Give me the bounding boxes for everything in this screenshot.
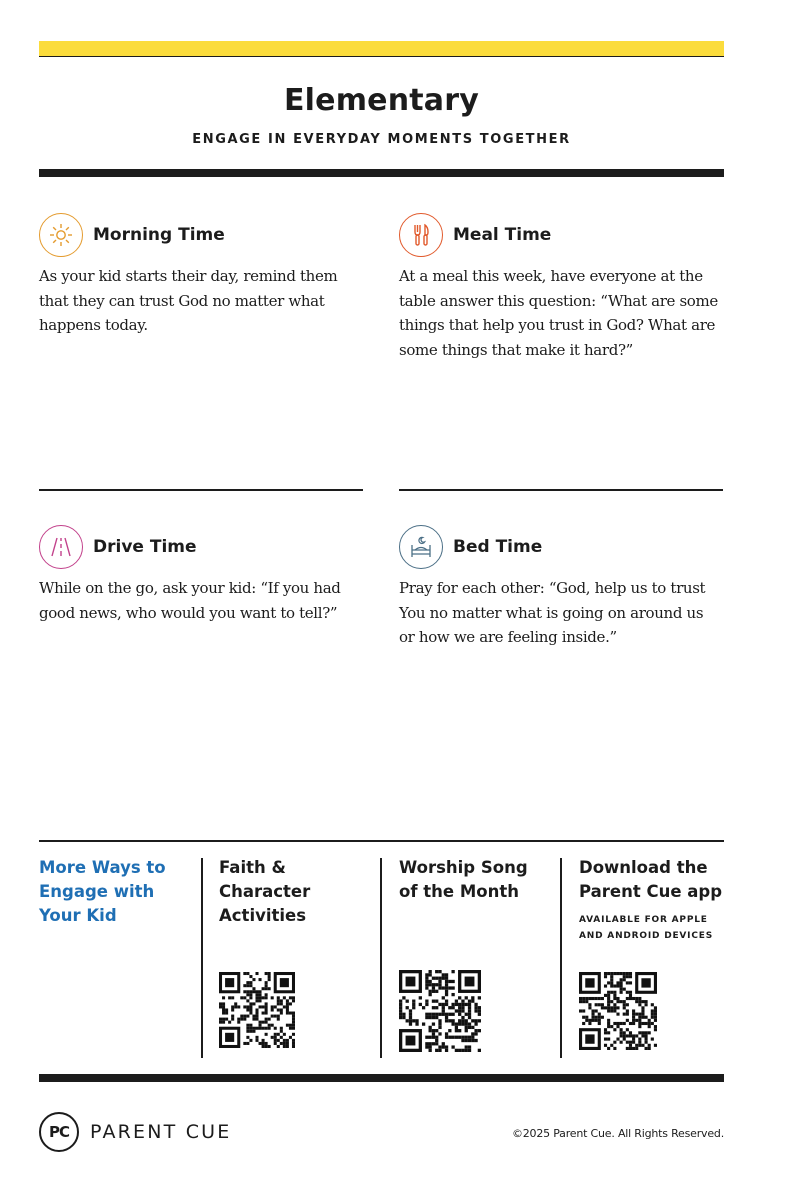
footer-bottom-bar (39, 1074, 724, 1082)
copyright-text: ©2025 Parent Cue. All Rights Reserved. (511, 1127, 724, 1140)
more-ways-column (39, 856, 189, 928)
card-bed-time (399, 524, 723, 650)
card-title: Drive Time (93, 537, 197, 557)
app-availability-note: AVAILABLE FOR APPLE AND ANDROID DEVICES (579, 915, 713, 941)
card-title: Bed Time (453, 537, 543, 557)
card-title: Morning Time (93, 225, 225, 245)
card-text: Pray for each other: “God, help us to trust You no matter what is going on around us or how we are feeling inside.” (399, 579, 706, 646)
more-ways-heading: More Ways to Engage with Your Kid (39, 858, 166, 925)
footer-top-divider (39, 840, 724, 842)
faith-column (219, 856, 369, 928)
card-text: As your kid starts their day, remind them that they can trust God no matter what happens today. (39, 267, 338, 334)
card-drive-time (39, 524, 363, 625)
section-divider (399, 489, 723, 491)
worship-qr-code[interactable] (399, 970, 481, 1056)
page-title: Elementary (283, 83, 480, 118)
worship-heading: Worship Song of the Month (399, 858, 528, 901)
card-morning-time (39, 212, 363, 338)
card-title: Meal Time (453, 225, 552, 245)
road-icon (39, 525, 83, 569)
app-column (579, 856, 729, 944)
logo-wordmark: PARENT CUE (90, 1121, 232, 1143)
faith-qr-code[interactable] (219, 972, 295, 1052)
parent-cue-logo (39, 1112, 231, 1152)
utensils-icon (399, 213, 443, 257)
yellow-accent-bar (39, 41, 724, 57)
section-divider (39, 489, 363, 491)
sun-icon (39, 213, 83, 257)
card-text: At a meal this week, have everyone at the table answer this question: “What are some things that help you trust in God? What are some things that make it hard?” (399, 267, 718, 359)
column-divider (201, 858, 203, 1058)
card-text: While on the go, ask your kid: “If you had good news, who would you want to tell?” (39, 579, 341, 622)
bed-moon-icon (399, 525, 443, 569)
page-subtitle: ENGAGE IN EVERYDAY MOMENTS TOGETHER (192, 132, 571, 147)
app-heading: Download the Parent Cue app (579, 858, 723, 901)
logo-mark: PC (39, 1112, 79, 1152)
card-meal-time (399, 212, 723, 362)
app-qr-code[interactable] (579, 972, 657, 1054)
header-divider (39, 169, 724, 177)
column-divider (380, 858, 382, 1058)
column-divider (560, 858, 562, 1058)
worship-column (399, 856, 549, 904)
faith-heading: Faith & Character Activities (219, 858, 311, 925)
